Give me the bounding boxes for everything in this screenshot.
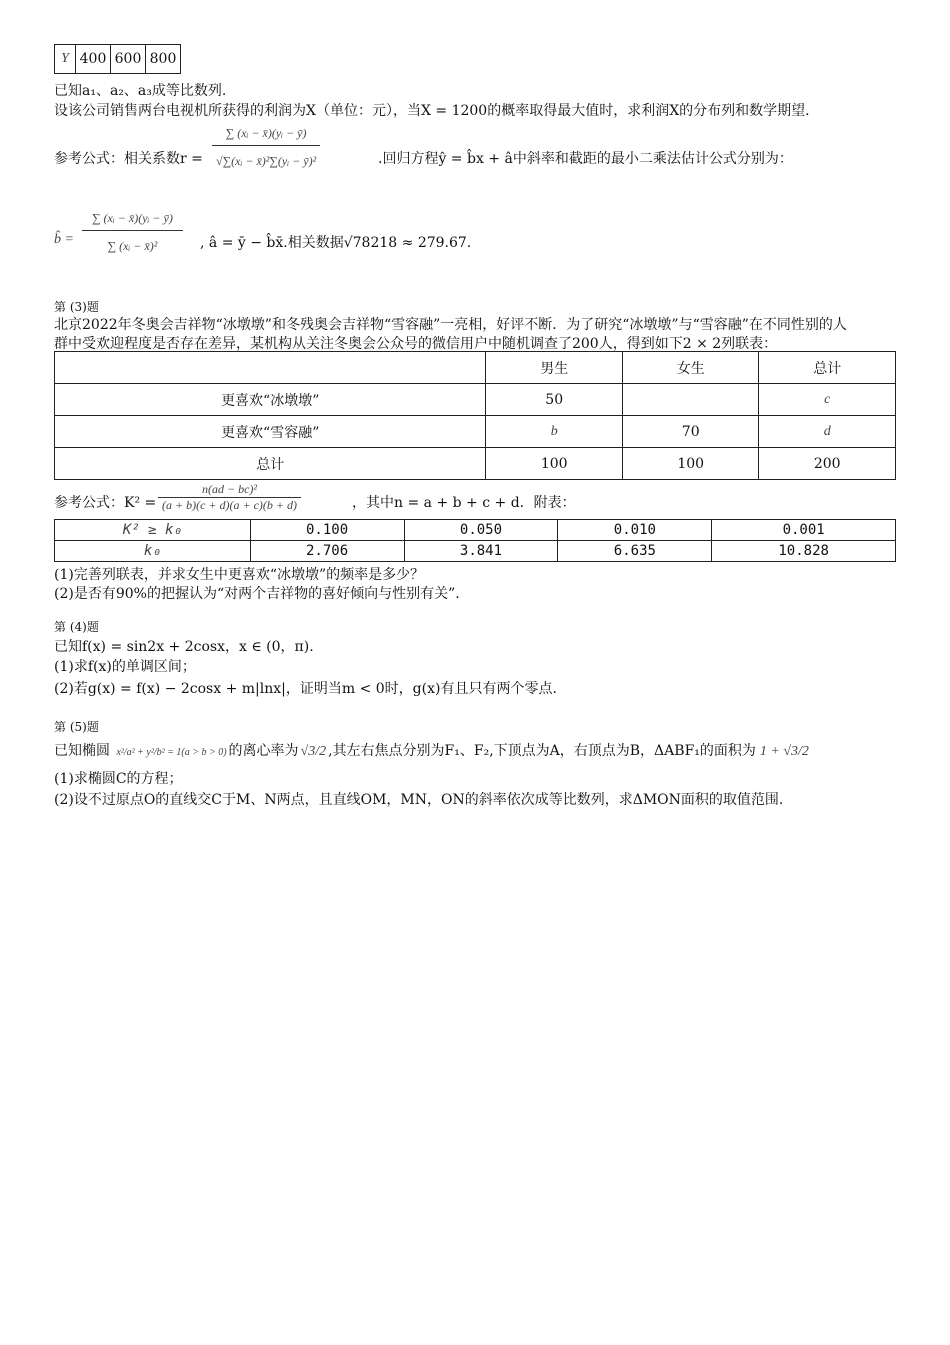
q3-ref-prefix: 参考公式：K² = [54, 495, 157, 511]
q5-intro: 已知椭圆 [54, 743, 110, 759]
q3-line1: 北京2022年冬奥会吉祥物“冰墩墩”和冬残奥会吉祥物“雪容融”一亮相，好评不断．为了研究“冰墩墩”与“雪容融”在不同性别的人 [54, 317, 847, 333]
table-header-cell: 总计 [759, 352, 896, 384]
b-hat-numerator: ∑ (xᵢ − x̄)(yᵢ − ȳ) [82, 205, 183, 231]
k-denominator: (a + b)(c + d)(a + c)(b + d) [162, 498, 298, 512]
ellipse-equation: x²/a² + y²/b² = 1(a > b > 0) [116, 747, 227, 758]
table-cell: 总计 [55, 448, 486, 480]
table-header-cell: 女生 [622, 352, 759, 384]
table-cell: K² ≥ k₀ [55, 520, 251, 541]
q5-part1: (1)求椭圆C的方程； [54, 771, 183, 787]
a-hat-formula: , â = ȳ − b̂x̄.相关数据√78218 ≈ 279.67. [200, 235, 472, 251]
y-value-table [54, 44, 181, 74]
b-hat-fraction [82, 205, 183, 254]
y-table-cell-3: 800 [146, 45, 181, 74]
table-cell: 100 [486, 448, 623, 480]
table-cell: 2.706 [250, 541, 404, 562]
k-formula-fraction [158, 482, 301, 513]
q5-heading: 第 (5)题 [54, 720, 99, 734]
q4-heading: 第 (4)题 [54, 620, 99, 634]
q5-line1 [54, 740, 809, 760]
table-cell: d [759, 416, 896, 448]
q5-foci-text: ,其左右焦点分别为F₁、F₂,下顶点为A，右顶点为B，ΔABF₁的面积为 [328, 743, 756, 759]
table-cell: 6.635 [558, 541, 712, 562]
table-cell: 0.001 [712, 520, 896, 541]
q2-ref-regression: .回归方程ŷ = b̂x + â中斜率和截距的最小二乘法估计公式分别为： [378, 151, 793, 167]
table-cell: 100 [622, 448, 759, 480]
q3-ref-suffix: ，其中n = a + b + c + d．附表： [352, 495, 576, 511]
q3-heading: 第 (3)题 [54, 300, 99, 314]
table-cell: 更喜欢“雪容融” [55, 416, 486, 448]
table-header-cell [55, 352, 486, 384]
critical-value-table [54, 519, 896, 562]
area-value: 1 + √3/2 [759, 744, 809, 759]
table-cell: b [486, 416, 623, 448]
table-cell: 更喜欢“冰墩墩” [55, 384, 486, 416]
table-row [55, 541, 896, 562]
q2-ref-prefix: 参考公式：相关系数r = [54, 151, 203, 167]
q4-part2: (2)若g(x) = f(x) − 2cosx + m|lnx|，证明当m < 0时，g(x)有且只有两个零点. [54, 681, 557, 697]
r-numerator: ∑ (xᵢ − x̄)(yᵢ − ȳ) [212, 120, 320, 146]
table-row [55, 448, 896, 480]
y-table-cell-1: 400 [76, 45, 111, 74]
q3-part1: (1)完善列联表，并求女生中更喜欢“冰墩墩”的频率是多少？ [54, 567, 425, 583]
contingency-table [54, 351, 896, 480]
q4-part1: (1)求f(x)的单调区间； [54, 659, 196, 675]
k-numerator: n(ad − bc)² [158, 482, 301, 498]
q2-line1: 已知a₁、a₂、a₃成等比数列. [54, 83, 227, 99]
table-cell: 200 [759, 448, 896, 480]
table-cell: 10.828 [712, 541, 896, 562]
table-cell: 0.010 [558, 520, 712, 541]
q2-line2: 设该公司销售两台电视机所获得的利润为X（单位：元），当X = 1200的概率取得最大值时，求利润X的分布列和数学期望. [54, 103, 810, 119]
q3-line2: 群中受欢迎程度是否存在差异，某机构从关注冬奥会公众号的微信用户中随机调查了200人，得到如下2 × 2列联表： [54, 336, 778, 352]
table-row [55, 416, 896, 448]
y-table-cell-2: 600 [111, 45, 146, 74]
table-cell: 70 [622, 416, 759, 448]
table-cell: 50 [486, 384, 623, 416]
table-cell: c [759, 384, 896, 416]
b-hat-denominator: ∑ (xᵢ − x̄)² [107, 239, 158, 253]
q5-part2: (2)设不过原点O的直线交C于M、N两点，且直线OM，MN，ON的斜率依次成等比数列，求ΔMON面积的取值范围. [54, 792, 784, 808]
q5-eccentricity-label: 的离心率为 [228, 743, 299, 759]
b-hat-lhs: b̂ = [54, 232, 74, 247]
table-cell: k₀ [55, 541, 251, 562]
q4-line1: 已知f(x) = sin2x + 2cosx，x ∈ (0，π). [54, 639, 314, 655]
eccentricity-value: √3/2 [300, 744, 327, 759]
table-cell: 0.050 [404, 520, 558, 541]
table-row [55, 384, 896, 416]
r-formula-fraction [212, 120, 320, 169]
table-cell [622, 384, 759, 416]
y-table-header: Y [55, 45, 76, 74]
table-row [55, 520, 896, 541]
table-header-cell: 男生 [486, 352, 623, 384]
q3-part2: (2)是否有90%的把握认为“对两个吉祥物的喜好倾向与性别有关”. [54, 586, 460, 602]
table-cell: 3.841 [404, 541, 558, 562]
table-row [55, 352, 896, 384]
r-denominator: √∑(xᵢ − x̄)²∑(yᵢ − ȳ)² [216, 154, 317, 168]
table-cell: 0.100 [250, 520, 404, 541]
